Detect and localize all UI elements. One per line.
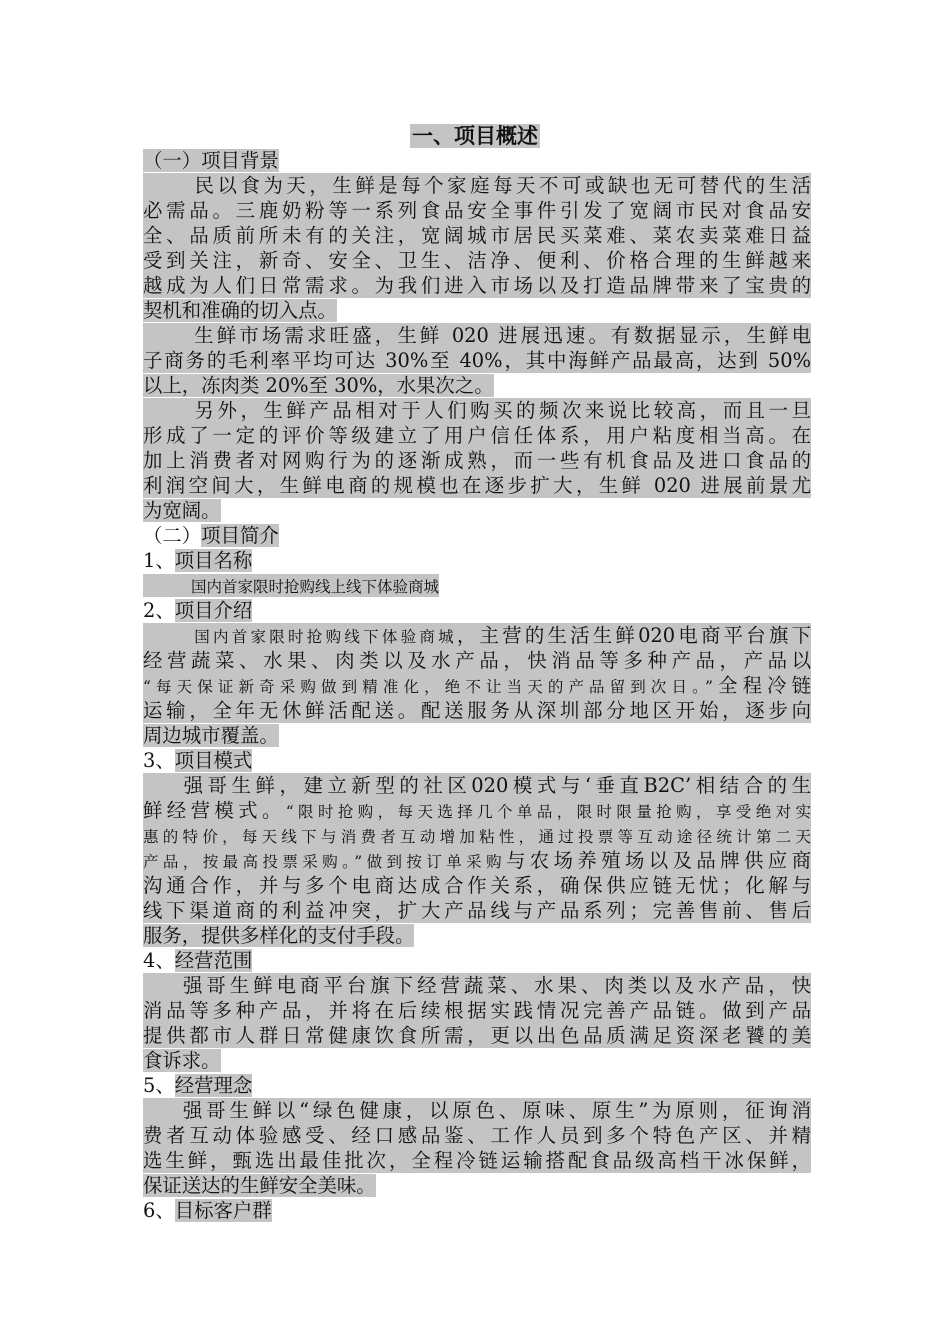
- page-title-text: 一、项目概述: [412, 124, 538, 148]
- text-line: 为宽阔。: [143, 499, 221, 522]
- text-line: 子商务的毛利率平均可达 30%至 40%，其中海鲜产品最高，达到 50%: [143, 349, 811, 372]
- subsection-heading: [143, 948, 811, 973]
- page-title: [0, 122, 950, 150]
- paragraph-line: [143, 373, 811, 398]
- subsection-number: 4、: [143, 949, 175, 972]
- paragraph-line: [143, 1148, 811, 1173]
- subsection-number: 5、: [143, 1074, 175, 1097]
- text-line: ，主营的生活生鲜020电商平台旗下: [456, 624, 811, 647]
- text-line: （一）项目背景: [143, 149, 279, 172]
- paragraph-line: [143, 448, 811, 473]
- paragraph-line: [143, 1123, 811, 1148]
- paragraph-line: [143, 673, 811, 698]
- text-line: 沟通合作，并与多个电商达成合作关系，确保供应链无忧；化解与: [143, 874, 811, 897]
- text-line: 契机和准确的切入点。: [143, 299, 337, 322]
- paragraph-line: [143, 873, 811, 898]
- paragraph-line: [143, 298, 811, 323]
- paragraph-line: [143, 398, 811, 423]
- text-line: 保证送达的生鲜安全美味。: [143, 1174, 376, 1197]
- paragraph-line: [143, 723, 811, 748]
- section-heading: [143, 523, 811, 548]
- paragraph-line: [143, 1098, 811, 1123]
- paragraph-line: [143, 798, 811, 823]
- paragraph-line: [143, 473, 811, 498]
- text-line: 国内首家限时抢购线上线下体验商城: [191, 578, 440, 596]
- text-line: 必需品。三鹿奶粉等一系列食品安全事件引发了宽阔市民对食品安: [143, 199, 811, 222]
- paragraph-line: [143, 323, 811, 348]
- subsection-heading: [143, 598, 811, 623]
- paragraph-line: [143, 898, 811, 923]
- text-line: 消品等多种产品，并将在后续根据实践情况完善产品链。做到产品: [143, 999, 811, 1022]
- text-line: 形成了一定的评价等级建立了用户信任体系，用户粘度相当高。在: [143, 424, 811, 447]
- text-line: 费者互动体验感受、经口感品鉴、工作人员到多个特色产区、并精: [143, 1124, 811, 1147]
- text-line: 以上，冻肉类 20%至 30%，水果次之。: [143, 374, 494, 397]
- text-line: 另外，生鲜产品相对于人们购买的频次来说比较高，而且一旦: [191, 399, 811, 422]
- subsection-title: 经营理念: [174, 1074, 253, 1097]
- text-line: 鲜经营模式。: [143, 799, 286, 822]
- paragraph-line: [143, 998, 811, 1023]
- subsection-heading: [143, 1073, 811, 1098]
- text-line: 生鲜市场需求旺盛，生鲜 020 进展迅速。有数据显示，生鲜电: [191, 324, 811, 347]
- text-line: 利润空间大，生鲜电商的规模也在逐步扩大，生鲜 020 进展前景尤: [143, 474, 811, 497]
- section-heading-background: [143, 148, 811, 173]
- paragraph-line: [143, 823, 811, 848]
- text-line: “每天保证新奇采购做到精准化，绝不让当天的产品留到次日。”: [143, 678, 713, 696]
- subsection-title: 目标客户群: [174, 1199, 272, 1222]
- text-line: 越成为人们日常需求。为我们进入市场以及打造品牌带来了宝贵的: [143, 274, 811, 297]
- paragraph-line: [143, 198, 811, 223]
- text-line: 惠的特价，每天线下与消费者互动增加粘性，通过投票等互动途径统计第二天: [143, 828, 811, 846]
- paragraph-line: [143, 1173, 811, 1198]
- text-line: 强哥生鲜以“绿色健康，以原色、原味、原生”为原则，征询消: [179, 1099, 811, 1122]
- subsection-heading: [143, 548, 811, 573]
- text-line: 周边城市覆盖。: [143, 724, 279, 747]
- paragraph-line: [143, 973, 811, 998]
- subsection-number: 3、: [143, 749, 175, 772]
- subsection-number: 2、: [143, 599, 175, 622]
- text-line: 与农场养殖场以及品牌供应商: [505, 849, 811, 872]
- text-line: 选生鲜，甄选出最佳批次，全程冷链运输搭配食品级高档干冰保鲜，: [143, 1149, 811, 1172]
- paragraph-line: [143, 1048, 811, 1073]
- text-line: 食诉求。: [143, 1049, 221, 1072]
- subsection-title: 经营范围: [174, 949, 253, 972]
- paragraph-line: [143, 223, 811, 248]
- text-line: 加上消费者对网购行为的逐渐成熟，而一些有机食品及进口食品的: [143, 449, 811, 472]
- text-line: 服务，提供多样化的支付手段。: [143, 924, 415, 947]
- text-line: 民以食为天，生鲜是每个家庭每天不可或缺也无可替代的生活: [191, 174, 811, 197]
- paragraph-line: [143, 698, 811, 723]
- paragraph-line: [143, 648, 811, 673]
- text-line: “限时抢购，每天选择几个单品，限时限量抢购，享受绝对实: [285, 803, 811, 821]
- subsection-title: 项目介绍: [174, 599, 253, 622]
- subsection-title: 项目名称: [174, 549, 253, 572]
- text-line: 全程冷链: [712, 674, 811, 697]
- paragraph-line: [143, 773, 811, 798]
- subsection-title: 项目模式: [174, 749, 253, 772]
- paragraph-line: [143, 173, 811, 198]
- text-line: 线下渠道商的利益冲突，扩大产品线与产品系列；完善售前、售后: [143, 899, 811, 922]
- text-line: 运输，全年无休鲜活配送。配送服务从深圳部分地区开始，逐步向: [143, 699, 811, 722]
- text-line: 经营蔬菜、水果、肉类以及水产品，快消品等多种产品，产品以: [143, 649, 811, 672]
- subsection-heading: [143, 748, 811, 773]
- subsection-number: 6、: [143, 1199, 175, 1222]
- paragraph-line: [143, 273, 811, 298]
- text-line: 国内首家限时抢购线下体验商城: [191, 628, 457, 646]
- paragraph-line: [143, 623, 811, 648]
- paragraph-line: [143, 1023, 811, 1048]
- text-line: 产品，按最高投票采购。”做到按订单采购: [143, 853, 506, 871]
- section-number: （二）: [143, 524, 202, 547]
- paragraph-line: [143, 848, 811, 873]
- subsection-number: 1、: [143, 549, 175, 572]
- text-line: 受到关注，新奇、安全、卫生、洁净、便利、价格合理的生鲜越来: [143, 249, 811, 272]
- paragraph-line: [143, 423, 811, 448]
- text-line: 强哥生鲜，建立新型的社区020模式与‘垂直B2C’相结合的生: [179, 774, 811, 797]
- subsection-heading: [143, 1198, 811, 1223]
- paragraph-line: [143, 498, 811, 523]
- paragraph-line: [143, 248, 811, 273]
- paragraph-line: [143, 348, 811, 373]
- paragraph-line: [143, 573, 811, 598]
- text-line: 强哥生鲜电商平台旗下经营蔬菜、水果、肉类以及水产品，快: [179, 974, 811, 997]
- paragraph-line: [143, 923, 811, 948]
- document-body: [143, 148, 811, 1223]
- section-title: 项目简介: [201, 524, 279, 547]
- text-line: 全、品质前所未有的关注，宽阔城市居民买菜难、菜农卖菜难日益: [143, 224, 811, 247]
- text-line: 提供都市人群日常健康饮食所需，更以出色品质满足资深老饕的美: [143, 1024, 811, 1047]
